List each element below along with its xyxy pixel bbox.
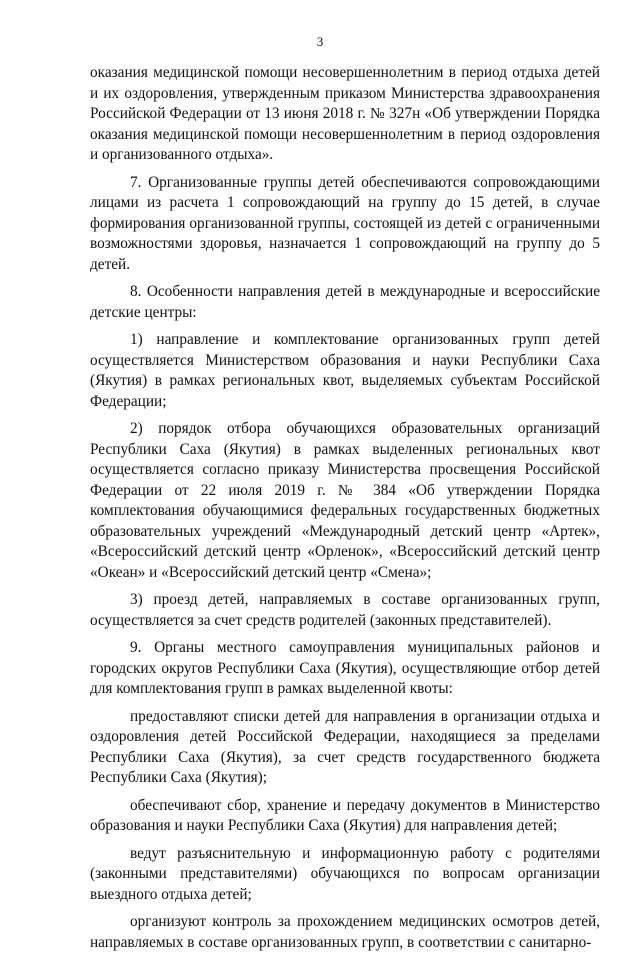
paragraph-item-9-medical-control: организуют контроль за прохождением медицинских осмотров детей, направляемых в составе организованных групп, в соответствии с санитарно- bbox=[90, 913, 600, 951]
document-body bbox=[90, 63, 600, 960]
paragraph-item-8-2: 2) порядок отбора обучающихся образовательных организаций Республики Саха (Якутия) в рамках выделенных региональных квот осуществляется согласно приказу Министерства просвещения Российской Федерации от 22 июля 2019 г. № 384 «Об утверждении Порядка комплектования обучающимися федеральных государственных бюджетных образовательных учреждений «Международный детский центр «Артек», «Всероссийский детский центр «Орленок», «Всероссийский детский центр «Океан» и «Всероссийский детский центр «Смена»; bbox=[90, 420, 600, 581]
paragraph-item-9-lists: предоставляют списки детей для направления в организации отдыха и оздоровления детей Российской Федерации, находящиеся за пределами Республики Саха (Якутия), за счет средств государственного бюджета Республики Саха (Якутия); bbox=[90, 707, 600, 786]
paragraph-item-8-1: 1) направление и комплектование организованных групп детей осуществляется Министерством образования и науки Республики Саха (Якутия) в рамках региональных квот, выделяемых субъектам Российской Федерации; bbox=[90, 331, 600, 410]
paragraph-item-9: 9. Органы местного самоуправления муниципальных районов и городских округов Республики Саха (Якутия), осуществляющие отбор детей для комплектования групп в рамках выделенной квоты: bbox=[90, 639, 600, 697]
paragraph-item-9-outreach: ведут разъяснительную и информационную работу с родителями (законными представителями) обучающихся по вопросам организации выездного отдыха детей; bbox=[90, 844, 600, 903]
paragraph-item-7: 7. Организованные группы детей обеспечиваются сопровождающими лицами из расчета 1 сопровождающий на группу до 15 детей, в случае формирования организованной группы, состоящей из детей с ограниченными возможностями здоровья, назначается 1 сопровождающий на группу до 5 детей. bbox=[90, 173, 600, 273]
paragraph-item-9-documents: обеспечивают сбор, хранение и передачу документов в Министерство образования и науки Республики Саха (Якутия) для направления детей; bbox=[90, 796, 600, 834]
page-number: 3 bbox=[316, 34, 324, 49]
paragraph-continuation: оказания медицинской помощи несовершеннолетним в период отдыха детей и их оздоровления, утвержденным приказом Министерства здравоохранения Российской Федерации от 13 июня 2018 г. № 327н «Об утверждении Порядка оказания медицинской помощи несовершеннолетним в период оздоровления и организованного отдыха». bbox=[90, 64, 600, 163]
paragraph-item-8: 8. Особенности направления детей в международные и всероссийские детские центры: bbox=[90, 283, 600, 321]
paragraph-item-8-3: 3) проезд детей, направляемых в составе организованных групп, осуществляется за счет средств родителей (законных представителей). bbox=[90, 591, 600, 629]
